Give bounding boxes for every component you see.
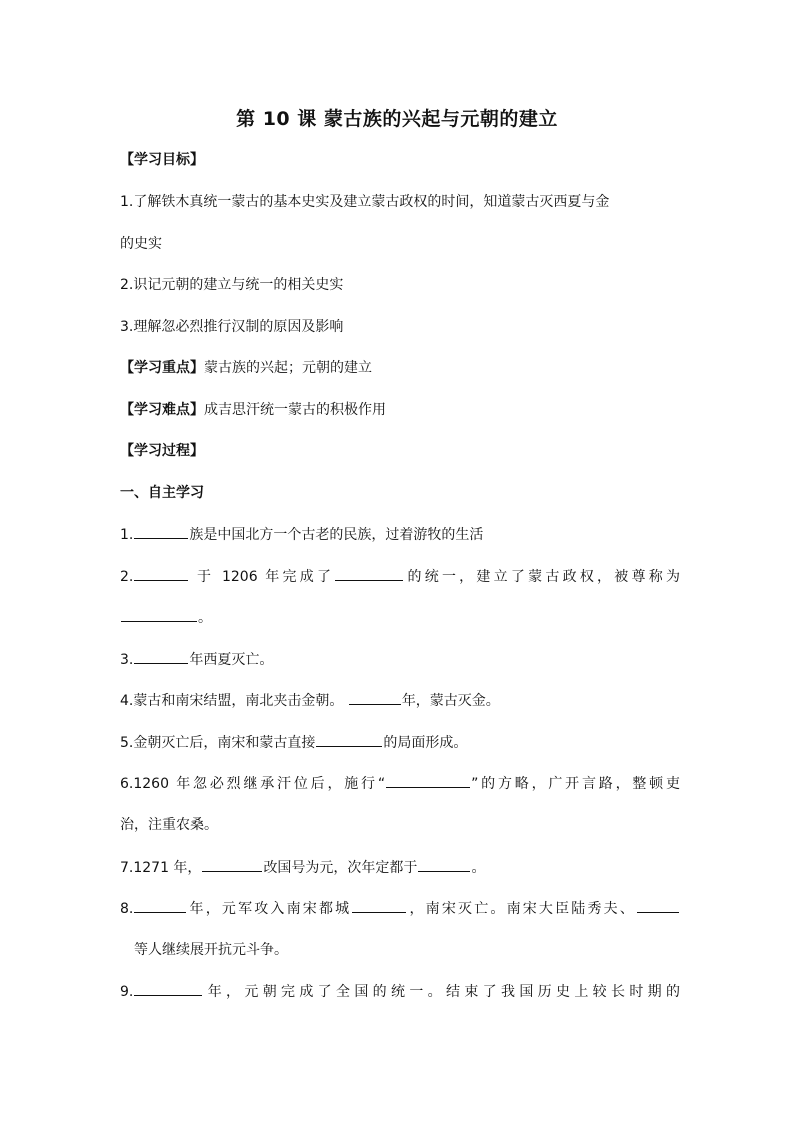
question-number: 2.: [120, 569, 134, 585]
question-text: 年西夏灭亡。: [189, 652, 274, 668]
question-9: [120, 981, 680, 1002]
lesson-title: 第 10 课 蒙古族的兴起与元朝的建立: [236, 108, 558, 130]
fill-blank[interactable]: [134, 524, 188, 539]
key-points-label: 【学习重点】: [120, 360, 204, 376]
fill-blank[interactable]: [335, 566, 403, 581]
fill-blank[interactable]: [134, 898, 186, 913]
question-text: 的局面形成。: [383, 735, 468, 751]
question-text: 的统一，建立了蒙古政权，被尊称为: [404, 569, 681, 585]
objective-3: 3.理解忽必烈推行汉制的原因及影响: [120, 319, 344, 335]
question-3: [120, 649, 680, 670]
question-text: 族是中国北方一个古老的民族，过着游牧的生活: [189, 527, 484, 543]
question-2-line-2: [120, 607, 680, 628]
fill-blank[interactable]: [352, 898, 406, 913]
question-text: ”的方略，广开言路，整顿吏: [471, 776, 680, 792]
question-text: 7.1271 年，: [120, 860, 202, 876]
question-8-line-1: [120, 898, 680, 919]
question-number: 1.: [120, 527, 134, 543]
question-5: [120, 732, 680, 753]
question-8-line-2: 等人继续展开抗元斗争。: [134, 942, 288, 958]
question-text: 4.蒙古和南宋结盟，南北夹击金朝。: [120, 693, 344, 709]
question-text: ，南宋灭亡。南宋大臣陆秀夫、: [407, 901, 637, 917]
question-text: 。: [471, 860, 486, 876]
question-text: 改国号为元，次年定都于: [263, 860, 418, 876]
fill-blank[interactable]: [637, 898, 679, 913]
fill-blank[interactable]: [349, 690, 401, 705]
question-text: 年，蒙古灭金。: [401, 693, 500, 709]
question-number: 8.: [120, 901, 134, 917]
question-text: 于 1206 年完成了: [197, 569, 335, 585]
key-points: [120, 358, 680, 378]
fill-blank[interactable]: [202, 857, 262, 872]
question-text: 年，元朝完成了全国的统一。结束了我国历史上较长时期的: [203, 984, 680, 1000]
question-text: 6.1260 年忽必烈继承汗位后，施行“: [120, 776, 386, 792]
fill-blank[interactable]: [386, 773, 470, 788]
self-study-heading: 一、自主学习: [120, 485, 204, 501]
fill-blank[interactable]: [134, 649, 188, 664]
question-7: [120, 857, 680, 878]
fill-blank[interactable]: [134, 566, 188, 581]
objective-2: 2.识记元朝的建立与统一的相关史实: [120, 277, 344, 293]
objectives-heading: 【学习目标】: [120, 152, 204, 168]
fill-blank[interactable]: [121, 607, 197, 622]
difficulties: [120, 400, 680, 420]
question-2-line-1: [120, 566, 680, 587]
question-number: 3.: [120, 652, 134, 668]
objective-1-line-2: 的史实: [120, 236, 162, 252]
difficulties-text: 成吉思汗统一蒙古的积极作用: [204, 402, 386, 418]
key-points-text: 蒙古族的兴起；元朝的建立: [204, 360, 372, 376]
question-1: [120, 524, 680, 545]
question-6-line-2: 治，注重农桑。: [120, 817, 218, 833]
question-text: 。: [198, 610, 212, 626]
question-text: 5.金朝灭亡后，南宋和蒙古直接: [120, 735, 316, 751]
objective-1-line-1: 1.了解铁木真统一蒙古的基本史实及建立蒙古政权的时间，知道蒙古灭西夏与金: [120, 194, 610, 210]
question-text: 年，元军攻入南宋都城: [187, 901, 352, 917]
fill-blank[interactable]: [418, 857, 470, 872]
question-number: 9.: [120, 984, 134, 1000]
fill-blank[interactable]: [316, 732, 382, 747]
question-6-line-1: [120, 773, 680, 794]
difficulties-label: 【学习难点】: [120, 402, 204, 418]
fill-blank[interactable]: [134, 981, 202, 996]
process-heading: 【学习过程】: [120, 443, 204, 459]
question-4: [120, 690, 680, 711]
